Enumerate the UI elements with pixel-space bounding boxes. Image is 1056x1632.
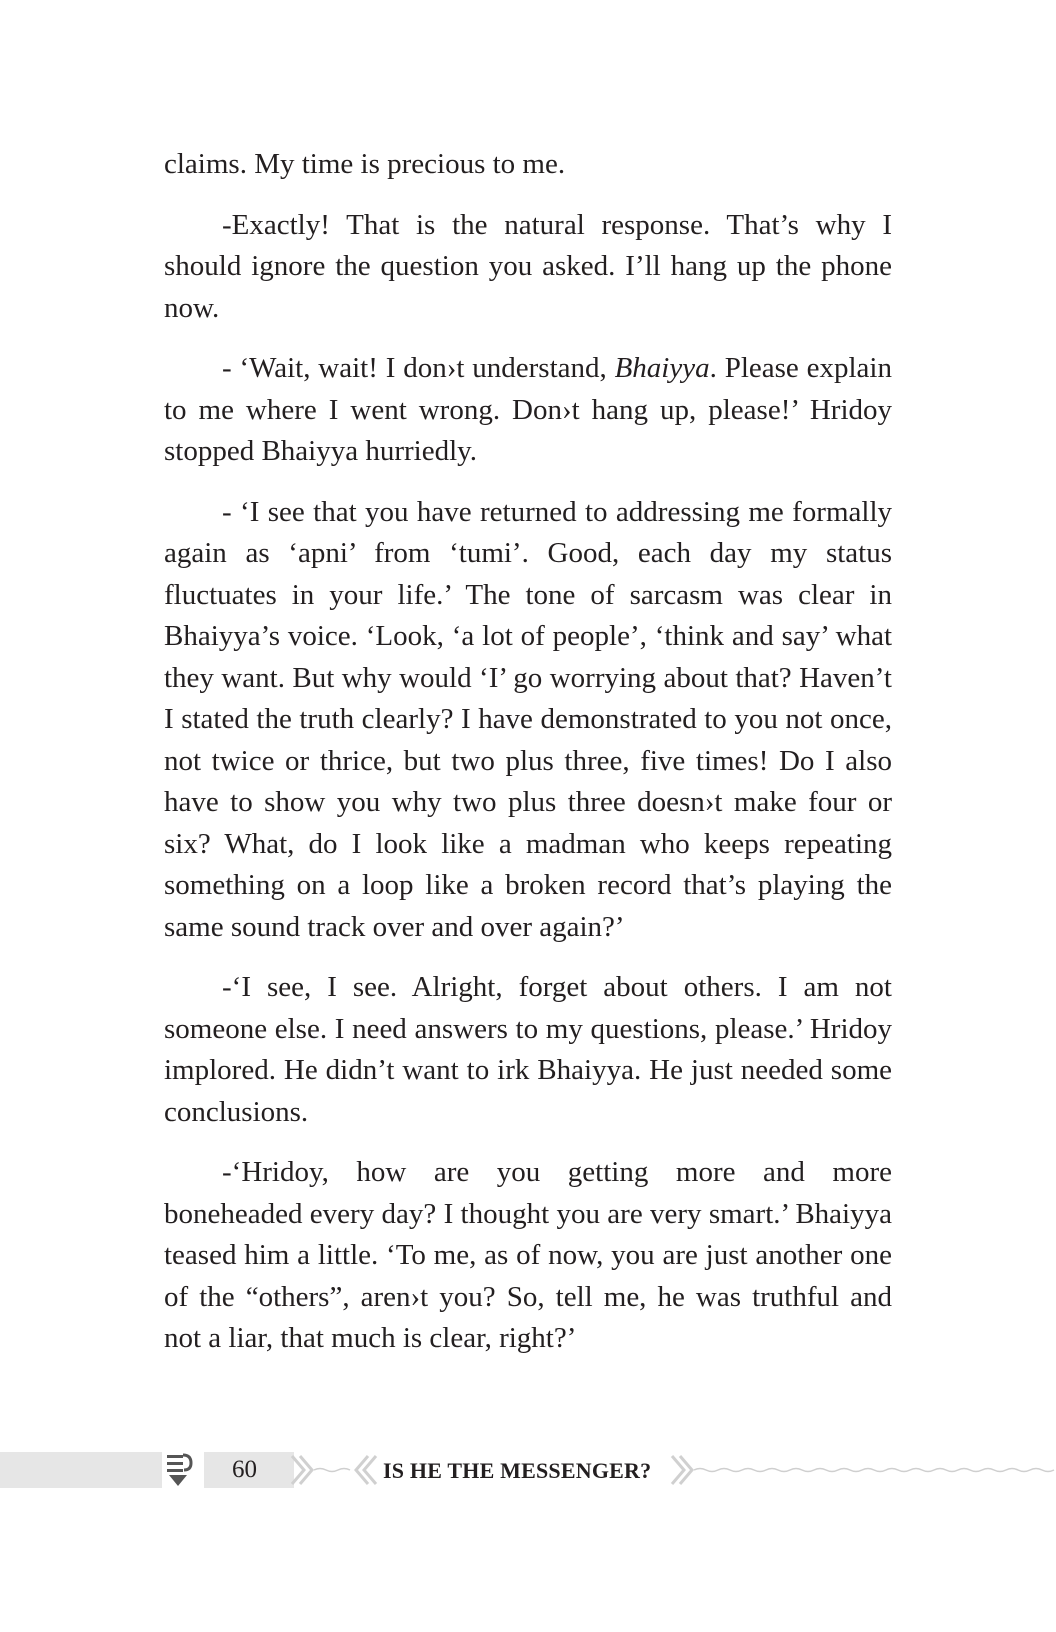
page-footer	[0, 1444, 1056, 1494]
paragraph-1: claims. My time is precious to me.	[164, 148, 566, 180]
paragraph-4: - ‘I see that you have returned to addressing me formally again as ‘apni’ from ‘tumi’. Good, each day my status fluctuates in your life.’ The tone of sarcasm was clear in Bhaiyya’s voice. ‘Look, ‘a lot of people’, ‘think and say’ what they want. But why would ‘I’ go worrying about that? Haven’t I stated the truth clearly? I have demonstrated to you not once, not twice or thrice, but two plus three, five times! Do I also have to show you why two plus three doesn›t make four or six? What, do I look like a madman who keeps repeating something on a loop like a broken record that’s playing the same sound track over and over again?’	[164, 495, 892, 943]
chevron-divider-left	[290, 1452, 380, 1488]
chevron-divider-right	[670, 1452, 1056, 1488]
paragraph-6: -‘Hridoy, how are you getting more and more boneheaded every day? I thought you are very smart.’ Bhaiyya teased him a little. ‘To me, as of now, you are just another one of the “others”, aren›t you? So, tell me, he was truthful and not a liar, that much is clear, right?’	[164, 1156, 892, 1354]
paragraph-3-before: - ‘Wait, wait! I don›t understand,	[222, 352, 615, 384]
paragraph-3-after: . Please explain to me where I went wrong. Don›t hang up, please!’ Hridoy stopped Bhaiyya hurriedly.	[164, 352, 892, 467]
paragraph-5: -‘I see, I see. Alright, forget about others. I am not someone else. I need answers to my questions, please.’ Hridoy implored. He didn’t want to irk Bhaiyya. He just needed some conclusions.	[164, 971, 892, 1128]
paragraph-3	[164, 348, 892, 473]
menu-lines-down-arrow-icon	[165, 1452, 195, 1488]
paragraph-3-emphasis: Bhaiyya	[614, 352, 710, 384]
book-title: IS HE THE MESSENGER?	[383, 1458, 652, 1483]
page-body	[164, 144, 892, 1379]
paragraph-2: -Exactly! That is the natural response. That’s why I should ignore the question you asked. I’ll hang up the phone now.	[164, 208, 892, 324]
footer-band	[0, 1452, 162, 1488]
page-number: 60	[232, 1456, 257, 1483]
